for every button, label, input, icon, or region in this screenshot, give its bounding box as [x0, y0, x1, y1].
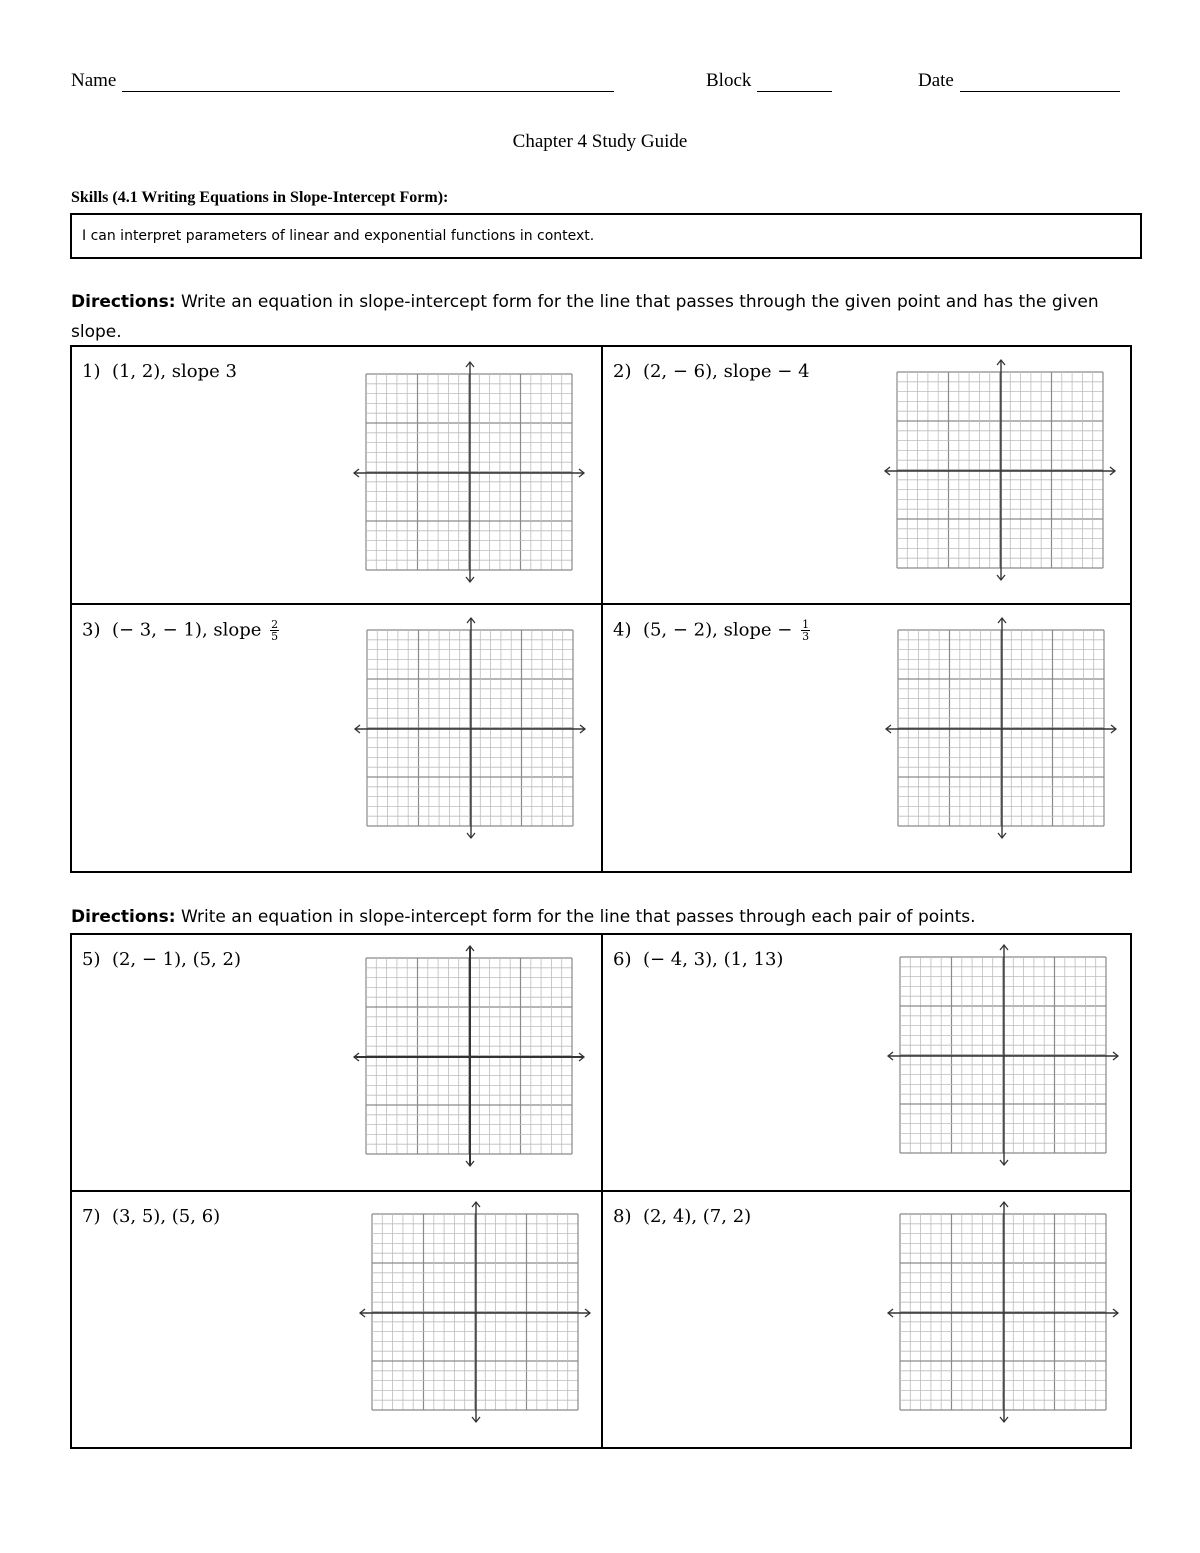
slope-fraction: $\frac{2}{5}$ — [271, 618, 279, 643]
coordinate-plane — [358, 1200, 592, 1424]
coordinate-plane — [353, 616, 587, 840]
block-blank[interactable] — [757, 73, 832, 92]
directions-label: Directions: — [71, 907, 176, 927]
problem-label: 3) (− 3, − 1), slope $\frac{2}{5}$ — [82, 618, 279, 643]
directions-label: Directions: — [71, 292, 176, 312]
name-field[interactable] — [71, 70, 614, 92]
slope-fraction: $\frac{1}{3}$ — [802, 618, 810, 643]
coordinate-plane — [352, 360, 586, 584]
coordinate-plane — [886, 943, 1120, 1167]
problem-label: 8) (2, 4), (7, 2) — [613, 1206, 752, 1227]
block-field[interactable] — [706, 70, 832, 92]
directions-section-2 — [71, 902, 1131, 932]
directions-text: Write an equation in slope-intercept form for the line that passes through the given point and has the given slope. — [71, 292, 1099, 342]
coordinate-plane — [884, 616, 1118, 840]
coordinate-plane — [883, 358, 1117, 582]
skill-statement-box: I can interpret parameters of linear and exponential functions in context. — [70, 213, 1142, 259]
name-blank[interactable] — [122, 73, 614, 92]
directions-text: Write an equation in slope-intercept form for the line that passes through each pair of points. — [175, 907, 976, 927]
problem-label: 2) (2, − 6), slope − 4 — [613, 361, 810, 382]
coordinate-plane — [352, 944, 586, 1168]
date-blank[interactable] — [960, 73, 1120, 92]
directions-section-1 — [71, 287, 1131, 347]
skills-heading: Skills (4.1 Writing Equations in Slope-Intercept Form): — [71, 189, 449, 206]
page-title: Chapter 4 Study Guide — [512, 131, 688, 152]
problem-label: 1) (1, 2), slope 3 — [82, 361, 237, 382]
problem-label: 4) (5, − 2), slope − $\frac{1}{3}$ — [613, 618, 810, 643]
name-label: Name — [71, 70, 117, 91]
problem-label: 6) (− 4, 3), (1, 13) — [613, 949, 784, 970]
coordinate-plane — [886, 1200, 1120, 1424]
problem-label: 7) (3, 5), (5, 6) — [82, 1206, 221, 1227]
block-label: Block — [706, 70, 752, 91]
problem-label: 5) (2, − 1), (5, 2) — [82, 949, 241, 970]
date-label: Date — [918, 70, 954, 91]
date-field[interactable] — [918, 70, 1120, 92]
